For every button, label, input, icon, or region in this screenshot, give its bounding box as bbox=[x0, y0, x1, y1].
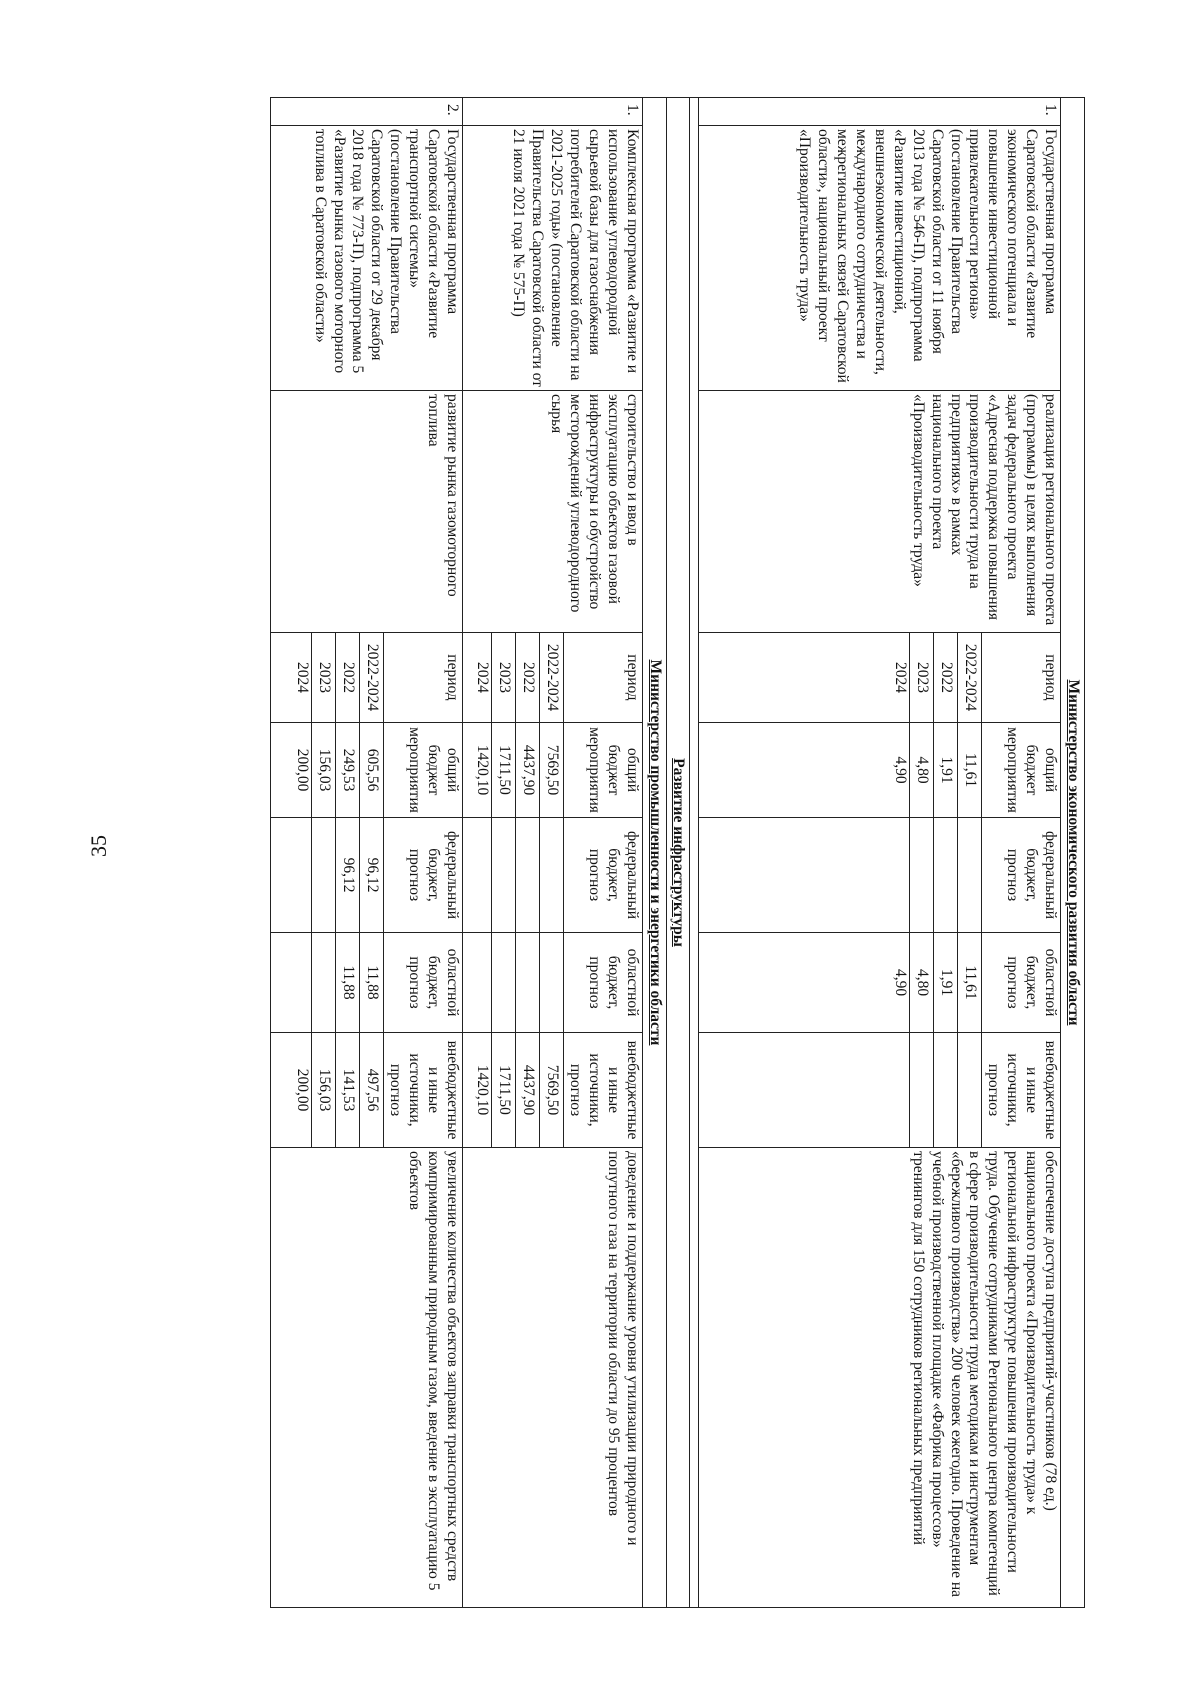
regional-cell bbox=[492, 933, 516, 1033]
total-cell: 11,61 bbox=[958, 723, 982, 818]
period-cell: 2022 bbox=[516, 633, 540, 723]
regional-cell: 4,80 bbox=[910, 933, 934, 1033]
total-cell: 4,90 bbox=[699, 723, 910, 818]
total-cell: 1711,50 bbox=[492, 723, 516, 818]
federal-cell: 96,12 bbox=[360, 818, 384, 933]
federal-cell bbox=[516, 818, 540, 933]
period-cell: 2023 bbox=[492, 633, 516, 723]
row-number: 1. bbox=[463, 98, 643, 126]
period-cell: 2023 bbox=[312, 633, 336, 723]
extra-cell: 4437,90 bbox=[516, 1033, 540, 1148]
budget-table bbox=[270, 97, 1085, 1608]
federal-cell bbox=[463, 818, 492, 933]
extra-cell: 141,53 bbox=[336, 1033, 360, 1148]
event-cell: реализация регионального проекта (программы) в целях выполнения задач федерального проекта «Адресная поддержка повышения производительности труда на предприятиях» в рамках национального проекта «Производительность труда» bbox=[699, 391, 1061, 633]
row-number: 1. bbox=[699, 98, 1061, 126]
header-regional: областной бюджет, прогноз bbox=[384, 933, 463, 1033]
federal-cell bbox=[540, 818, 564, 933]
header-period: период bbox=[564, 633, 643, 723]
header-total: общий бюджет мероприятия bbox=[384, 723, 463, 818]
total-cell: 1,91 bbox=[934, 723, 958, 818]
total-cell: 156,03 bbox=[312, 723, 336, 818]
period-cell: 2022 bbox=[934, 633, 958, 723]
total-cell: 605,56 bbox=[360, 723, 384, 818]
section-row bbox=[666, 98, 690, 1608]
section-row bbox=[642, 98, 666, 1608]
federal-cell bbox=[271, 818, 312, 933]
spacer bbox=[690, 98, 699, 1608]
header-federal: федеральный бюджет, прогноз bbox=[982, 818, 1061, 933]
result-cell: доведение и поддержание уровня утилизации природного и попутного газа на территории области до 95 процентов bbox=[463, 1148, 643, 1608]
regional-cell: 11,88 bbox=[336, 933, 360, 1033]
total-cell: 1420,10 bbox=[463, 723, 492, 818]
federal-cell bbox=[312, 818, 336, 933]
regional-cell bbox=[463, 933, 492, 1033]
period-cell: 2022-2024 bbox=[540, 633, 564, 723]
extra-cell: 156,03 bbox=[312, 1033, 336, 1148]
period-cell: 2024 bbox=[699, 633, 910, 723]
header-total: общий бюджет мероприятия bbox=[982, 723, 1061, 818]
regional-cell: 1,91 bbox=[934, 933, 958, 1033]
spacer-row bbox=[690, 98, 699, 1608]
regional-cell: 11,61 bbox=[958, 933, 982, 1033]
header-total: общий бюджет мероприятия bbox=[564, 723, 643, 818]
result-cell: увеличение количества объектов заправки транспортных средств компримированным природным газом, введение в эксплуатацию 5 объектов bbox=[271, 1148, 463, 1608]
regional-cell bbox=[516, 933, 540, 1033]
page-number: 35 bbox=[86, 835, 111, 857]
federal-cell bbox=[934, 818, 958, 933]
federal-cell bbox=[910, 818, 934, 933]
table-row bbox=[384, 98, 463, 1608]
extra-cell bbox=[699, 1033, 910, 1148]
program-cell: Комплексная программа «Развитие и использование углеводородной сырьевой базы для газоснабжения потребителей Саратовской области на 2021-2025 годы» (постановление Правительства Саратовской области от 21 июля 2021 года № 575-П) bbox=[463, 126, 643, 391]
extra-cell: 1711,50 bbox=[492, 1033, 516, 1148]
federal-cell bbox=[958, 818, 982, 933]
total-cell: 200,00 bbox=[271, 723, 312, 818]
regional-cell: 11,88 bbox=[360, 933, 384, 1033]
extra-cell bbox=[934, 1033, 958, 1148]
period-cell: 2022 bbox=[336, 633, 360, 723]
regional-cell bbox=[271, 933, 312, 1033]
header-regional: областной бюджет, прогноз bbox=[982, 933, 1061, 1033]
period-cell: 2024 bbox=[271, 633, 312, 723]
header-extra: внебюджетные и иные источники, прогноз bbox=[982, 1033, 1061, 1148]
header-federal: федеральный бюджет, прогноз bbox=[564, 818, 643, 933]
total-cell: 4437,90 bbox=[516, 723, 540, 818]
regional-cell bbox=[312, 933, 336, 1033]
section-title-infrastructure: Развитие инфраструктуры bbox=[666, 98, 690, 1608]
federal-cell: 96,12 bbox=[336, 818, 360, 933]
extra-cell: 497,56 bbox=[360, 1033, 384, 1148]
extra-cell: 7569,50 bbox=[540, 1033, 564, 1148]
header-extra: внебюджетные и иные источники, прогноз bbox=[384, 1033, 463, 1148]
total-cell: 7569,50 bbox=[540, 723, 564, 818]
header-extra: внебюджетные и иные источники, прогноз bbox=[564, 1033, 643, 1148]
program-cell: Государственная программа Саратовской области «Развитие транспортной системы» (постановление Правительства Саратовской области от 29 декабря 2018 года № 773-П), подпрограмма 5 «Развитие рынка газового моторного топлива в Саратовской области» bbox=[271, 126, 463, 391]
header-period: период bbox=[384, 633, 463, 723]
period-cell: 2022-2024 bbox=[958, 633, 982, 723]
federal-cell bbox=[492, 818, 516, 933]
extra-cell bbox=[910, 1033, 934, 1148]
total-cell: 249,53 bbox=[336, 723, 360, 818]
regional-cell: 4,90 bbox=[699, 933, 910, 1033]
extra-cell bbox=[958, 1033, 982, 1148]
section-title-ministry-industry: Министерство промышленности и энергетики области bbox=[642, 98, 666, 1608]
event-cell: строительство и ввод в эксплуатацию объектов газовой инфраструктуры и обустройство месторождений углеводородного сырья bbox=[463, 391, 643, 633]
period-cell: 2024 bbox=[463, 633, 492, 723]
regional-cell bbox=[540, 933, 564, 1033]
header-federal: федеральный бюджет, прогноз bbox=[384, 818, 463, 933]
extra-cell: 200,00 bbox=[271, 1033, 312, 1148]
header-regional: областной бюджет, прогноз bbox=[564, 933, 643, 1033]
row-number: 2. bbox=[271, 98, 463, 126]
extra-cell: 1420,10 bbox=[463, 1033, 492, 1148]
period-cell: 2023 bbox=[910, 633, 934, 723]
federal-cell bbox=[699, 818, 910, 933]
table-row bbox=[982, 98, 1061, 1608]
rotated-table-container bbox=[177, 97, 1085, 1607]
event-cell: развитие рынка газомоторного топлива bbox=[271, 391, 463, 633]
table-row bbox=[564, 98, 643, 1608]
section-row bbox=[1061, 98, 1085, 1608]
header-period: период bbox=[982, 633, 1061, 723]
section-title-ministry-economy: Министерство экономического развития области bbox=[1061, 98, 1085, 1608]
period-cell: 2022-2024 bbox=[360, 633, 384, 723]
total-cell: 4,80 bbox=[910, 723, 934, 818]
result-cell: обеспечение доступа предприятий-участников (78 ед.) национального проекта «Производительность труда» к региональной инфраструктуре повышения производительности труда. Обучение сотрудниками Регионального центра компетенций в сфере производительности труда методикам и инструментам «бережливого производства» 200 человек ежегодно. Проведение на учебной производственной площадке «Фабрика процессов» тренингов для 150 сотрудников региональных предприятий bbox=[699, 1148, 1061, 1608]
program-cell: Государственная программа Саратовской области «Развитие экономического потенциала и повышение инвестиционной привлекательности региона» (постановление Правительства Саратовской области от 11 ноября 2013 года № 546-П), подпрограмма «Развитие инвестиционной, внешнеэкономической деятельности, международного сотрудничества и межрегиональных связей Саратовской области», национальный проект «Производительность труда» bbox=[699, 126, 1061, 391]
